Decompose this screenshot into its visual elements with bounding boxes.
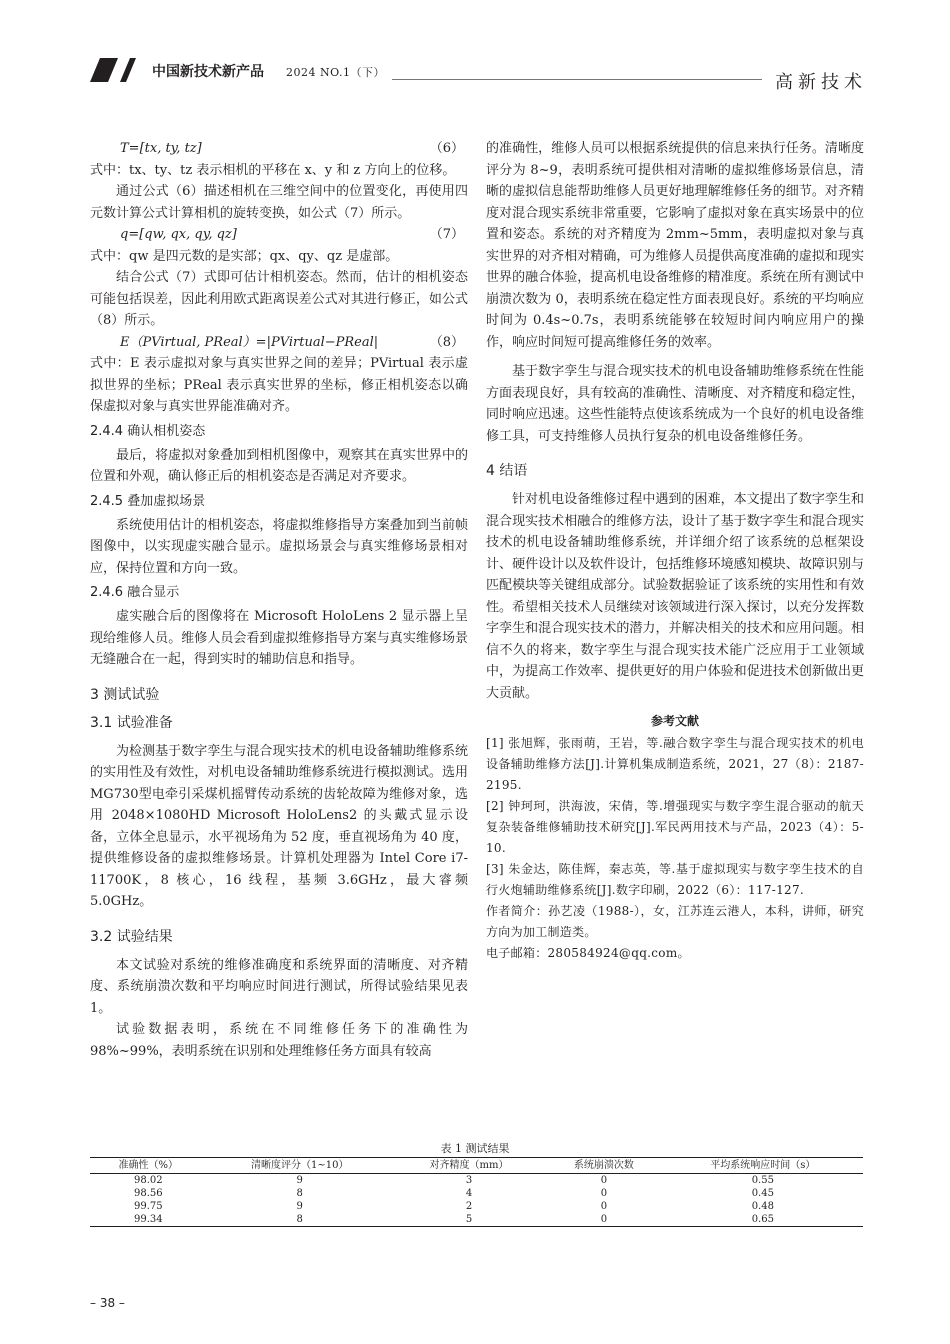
issue-label: 2024 NO.1（下） xyxy=(286,66,385,79)
paragraph: 针对机电设备维修过程中遇到的困难，本文提出了数字孪生和混合现实技术相融合的维修方法，设计了基于数字孪生和混合现实技术的机电设备辅助维修系统，并详细介绍了该系统的总框架设计、硬件设计以及软件设计，包括维修环境感知模块、故障识别与匹配模块等关键组成部分。试验数据验证了该系统的实用性和有效性。希望相关技术人员继续对该领域进行深入探讨，以充分发挥数字孪生和混合现实技术的潜力，并解决相关的技术和应用问题。相信不久的将来，数字孪生与混合现实技术能广泛应用于工业领域中，为提高工作效率、提供更好的用户体验和促进技术创新做出更大贡献。 xyxy=(486,492,864,701)
paragraph: 系统使用估计的相机姿态，将虚拟维修指导方案叠加到当前帧图像中，以实现虚实融合显示。虚拟场景会与真实维修场景相对应，保持位置和方向一致。 xyxy=(90,517,468,576)
table-header-cell: 清晰度评分（1~10） xyxy=(207,1158,393,1174)
table-cell: 8 xyxy=(296,1188,303,1199)
author-bio: 作者简介：孙艺凌（1988-），女，江苏连云港人，本科，讲师，研究方向为加工制造类。 xyxy=(486,904,864,939)
paragraph: 最后，将虚拟对象叠加到相机图像中，观察其在真实世界中的位置和外观，确认修正后的相机姿态是否满足对齐要求。 xyxy=(90,447,468,484)
paragraph: 本文试验对系统的维修准确度和系统界面的清晰度、对齐精度、系统崩溃次数和平均响应时间进行测试，所得试验结果见表 1。 xyxy=(90,957,468,1016)
paragraph: 通过公式（6）描述相机在三维空间中的位置变化，再使用四元数计算公式计算相机的旋转变换，如公式（7）所示。 xyxy=(90,184,468,221)
right-column xyxy=(486,138,864,964)
table-row xyxy=(90,1213,863,1227)
table-cell: 98.56 xyxy=(133,1188,163,1199)
table-caption: 表 1 测试结果 xyxy=(440,1142,510,1155)
section-heading-3-1: 3.1 试验准备 xyxy=(90,714,173,731)
table-cell: 3 xyxy=(465,1175,473,1186)
section-label: 高新技术 xyxy=(775,72,867,93)
section-heading-4: 4 结语 xyxy=(486,463,528,479)
equation-7 xyxy=(90,224,468,246)
header-rule xyxy=(392,79,762,80)
table-cell: 4 xyxy=(465,1188,473,1199)
table-row xyxy=(90,1187,863,1200)
table-cell: 2 xyxy=(465,1201,473,1212)
results-table xyxy=(90,1157,863,1227)
reference-item: [2] 钟珂珂，洪海波，宋倩，等.增强现实与数字孪生混合驱动的航天复杂装备维修辅助技术研究[J].军民两用技术与产品，2023（4）：5-10. xyxy=(486,799,864,855)
equation-6-number: （6） xyxy=(429,141,464,156)
table-cell: 99.34 xyxy=(90,1213,207,1227)
equation-6-description: 式中：tx、ty、tz 表示相机的平移在 x、y 和 z 方向上的位移。 xyxy=(90,162,456,178)
equation-8-expr: E（PVirtual, PReal）=|PVirtual−PReal| xyxy=(120,334,379,350)
reference-item: [3] 朱金达，陈佳辉，秦志英，等.基于虚拟现实与数字孪生技术的自行火炮辅助维修系统[J].数字印刷，2022（6）：117-127. xyxy=(486,862,864,897)
section-heading-2-4-5: 2.4.5 叠加虚拟场景 xyxy=(90,493,206,509)
equation-8-number: （8） xyxy=(429,334,464,350)
table-header-cell: 平均系统响应时间（s） xyxy=(663,1158,863,1174)
table-cell: 5 xyxy=(393,1213,545,1227)
paragraph: 虚实融合后的图像将在 Microsoft HoloLens 2 显示器上呈现给维修人员。维修人员会看到虚拟维修指导方案与真实维修场景无缝融合在一起，得到实时的辅助信息和指导。 xyxy=(90,609,468,667)
table-header-row xyxy=(90,1158,863,1174)
paragraph: 为检测基于数字孪生与混合现实技术的机电设备辅助维修系统的实用性及有效性，对机电设备辅助维修系统进行模拟测试。选用MG730型电牵引采煤机摇臂传动系统的齿轮故障为维修对象，选用 2048×1080HD Microsoft HoloLens2 的头戴式显示设备，立体全息显示，水平视场角为 52 度，垂直视场角为 40 度，提供维修设备的虚拟维修场景。计算机处理器为 Intel Core i7-11700K，8 核心，16 线程，基频 3.6GHz，最大睿频 5.0GHz。 xyxy=(90,743,468,909)
equation-7-number: （7） xyxy=(429,227,464,242)
paragraph: 结合公式（7）式即可估计相机姿态。然而，估计的相机姿态可能包括误差，因此利用欧式距离误差公式对其进行修正，如公式（8）所示。 xyxy=(90,270,468,328)
journal-name: 中国新技术新产品 xyxy=(152,64,264,80)
equation-7-expr: q=[qw, qx, qy, qz] xyxy=(120,227,237,242)
section-heading-2-4-4: 2.4.4 确认相机姿态 xyxy=(90,423,206,439)
paragraph: 试验数据表明，系统在不同维修任务下的准确性为 98%~99%，表明系统在识别和处理维修任务方面具有较高 xyxy=(90,1022,468,1059)
equation-7-description: 式中：qw 是四元数的是实部；qx、qy、qz 是虚部。 xyxy=(90,248,399,264)
section-heading-3: 3 测试试验 xyxy=(90,686,160,703)
table-cell: 0 xyxy=(600,1201,608,1212)
author-email: 电子邮箱：280584924@qq.com。 xyxy=(486,946,690,960)
journal-logo-icon xyxy=(90,58,142,82)
section-heading-2-4-6: 2.4.6 融合显示 xyxy=(90,585,180,600)
paragraph: 基于数字孪生与混合现实技术的机电设备辅助维修系统在性能方面表现良好，具有较高的准确性、清晰度、对齐精度和稳定性，同时响应迅速。这些性能特点使该系统成为一个良好的机电设备维修工具，可支持维修人员执行复杂的机电设备维修任务。 xyxy=(486,364,864,444)
table-row xyxy=(90,1174,863,1188)
section-heading-3-2: 3.2 试验结果 xyxy=(90,928,173,945)
table-cell: 0 xyxy=(545,1213,662,1227)
table-cell: 0 xyxy=(600,1188,608,1199)
table-cell: 0 xyxy=(600,1175,608,1186)
equation-8-description: 式中：E 表示虚拟对象与真实世界之间的差异；PVirtual 表示虚拟世界的坐标；PReal 表示真实世界的坐标，修正相机姿态以确保虚拟对象与真实世界能准确对齐。 xyxy=(90,356,468,414)
table-header-cell: 准确性（%） xyxy=(90,1158,207,1174)
table-cell: 0.48 xyxy=(751,1201,774,1212)
references-heading: 参考文献 xyxy=(650,714,699,728)
table-row xyxy=(90,1200,863,1213)
table-header-cell: 对齐精度（mm） xyxy=(393,1158,545,1174)
equation-6-expr: T=[tx, ty, tz] xyxy=(120,141,202,156)
table-cell: 0.65 xyxy=(663,1213,863,1227)
table-cell: 0.55 xyxy=(751,1175,774,1186)
left-column xyxy=(90,138,468,1062)
table-cell: 9 xyxy=(296,1175,303,1186)
equation-6 xyxy=(90,138,468,160)
table-header-cell: 系统崩溃次数 xyxy=(545,1158,662,1174)
table-cell: 9 xyxy=(296,1201,303,1212)
table-cell: 99.75 xyxy=(133,1201,163,1212)
table-cell: 98.02 xyxy=(133,1175,163,1186)
table-cell: 8 xyxy=(207,1213,393,1227)
reference-item: [1] 张旭辉，张雨萌，王岩，等.融合数字孪生与混合现实技术的机电设备辅助维修方法[J].计算机集成制造系统，2021，27（8）：2187-2195. xyxy=(486,736,864,792)
page-number: – 38 – xyxy=(90,1296,125,1310)
equation-8 xyxy=(90,332,468,354)
table-cell: 0.45 xyxy=(751,1188,774,1199)
paragraph: 的准确性，维修人员可以根据系统提供的信息来执行任务。清晰度评分为 8~9，表明系统可提供相对清晰的虚拟维修场景信息，清晰的虚拟信息能帮助维修人员更好地理解维修任务的细节。对齐精度对混合现实系统非常重要，它影响了虚拟对象在真实场景中的位置和姿态。系统的对齐精度为 2mm~5mm，表明虚拟对象与真实世界的对齐相对精确，可为维修人员提供高度准确的虚拟和现实世界的融合体验，提高机电设备维修的精准度。系统在所有测试中崩溃次数为 0，表明系统在稳定性方面表现良好。系统的平均响应时间为 0.4s~0.7s，表明系统能够在较短时间内响应用户的操作，响应时间短可提高维修任务的效率。 xyxy=(486,141,864,350)
